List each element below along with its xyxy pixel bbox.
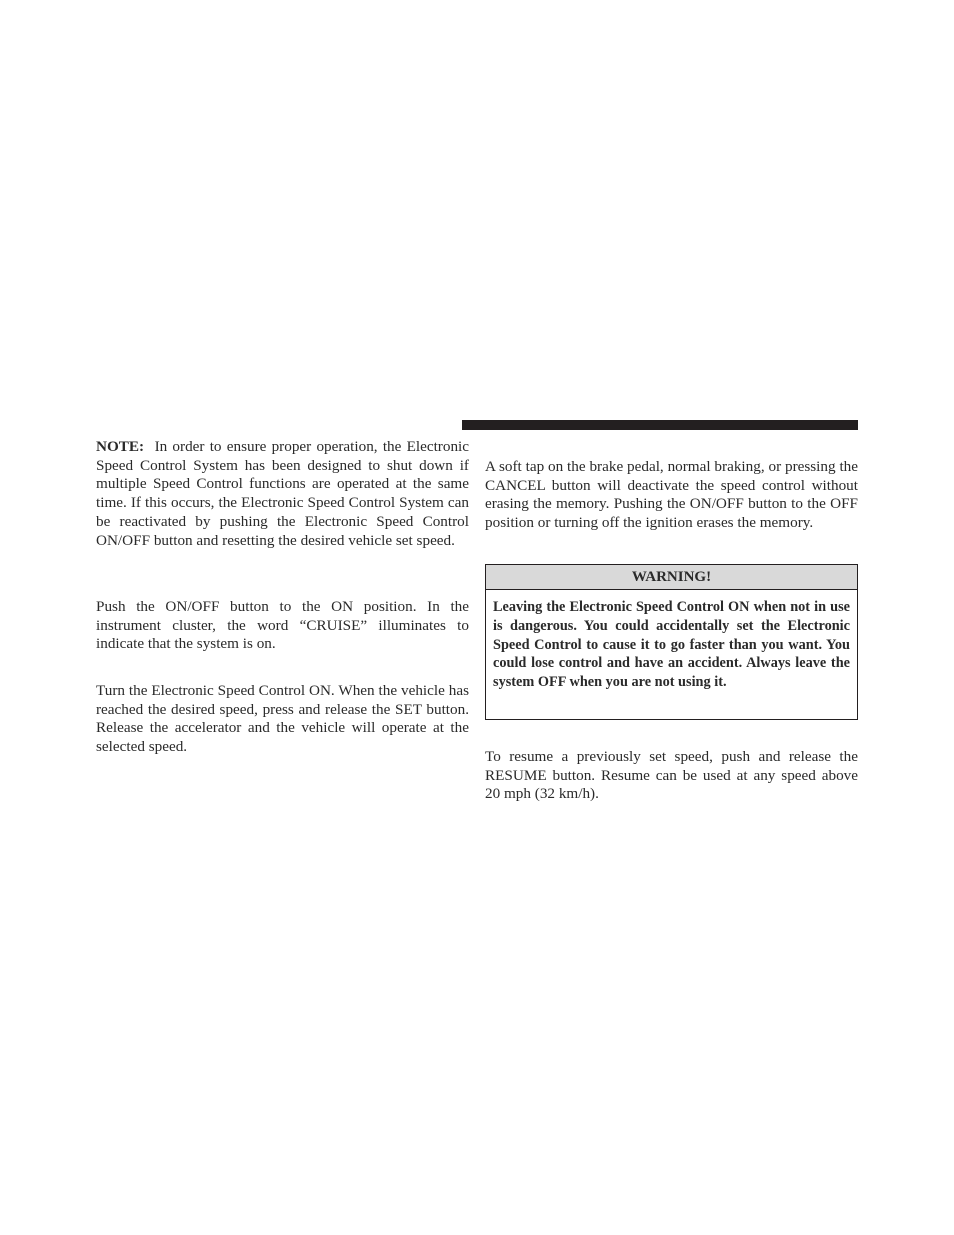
set-speed-paragraph: Turn the Electronic Speed Control ON. When the vehicle has reached the desired speed, press and release the SET button. Release the accelerator and the vehicle will operate at the selected speed.: [96, 682, 469, 756]
cancel-paragraph: A soft tap on the brake pedal, normal braking, or pressing the CANCEL button will deactivate the speed control without erasing the memory. Pushing the ON/OFF button to the OFF position or turning off the ignition erases the memory.: [485, 458, 858, 532]
warning-title: WARNING!: [486, 565, 857, 590]
resume-paragraph: To resume a previously set speed, push and release the RESUME button. Resume can be used at any speed above 20 mph (32 km/h).: [485, 748, 858, 803]
activate-paragraph: Push the ON/OFF button to the ON position. In the instrument cluster, the word “CRUISE” illuminates to indicate that the system is on.: [96, 598, 469, 653]
section-header-bar: [462, 420, 858, 430]
note-label: NOTE:: [96, 438, 145, 455]
warning-text: Leaving the Electronic Speed Control ON when not in use is dangerous. You could accidentally set the Electronic Speed Control to cause it to go faster than you want. You could lose control and have an accident. Always leave the system OFF when you are not using it.: [493, 599, 850, 691]
note-text: In order to ensure proper operation, the Electronic Speed Control System has been designed to shut down if multiple Speed Control functions are operated at the same time. If this occurs, the Electronic Speed Control System can be reactivated by pushing the Electronic Speed Control ON/OFF button and resetting the desired vehicle set speed.: [96, 438, 469, 549]
warning-box: [485, 564, 858, 720]
note-paragraph: [96, 438, 469, 550]
